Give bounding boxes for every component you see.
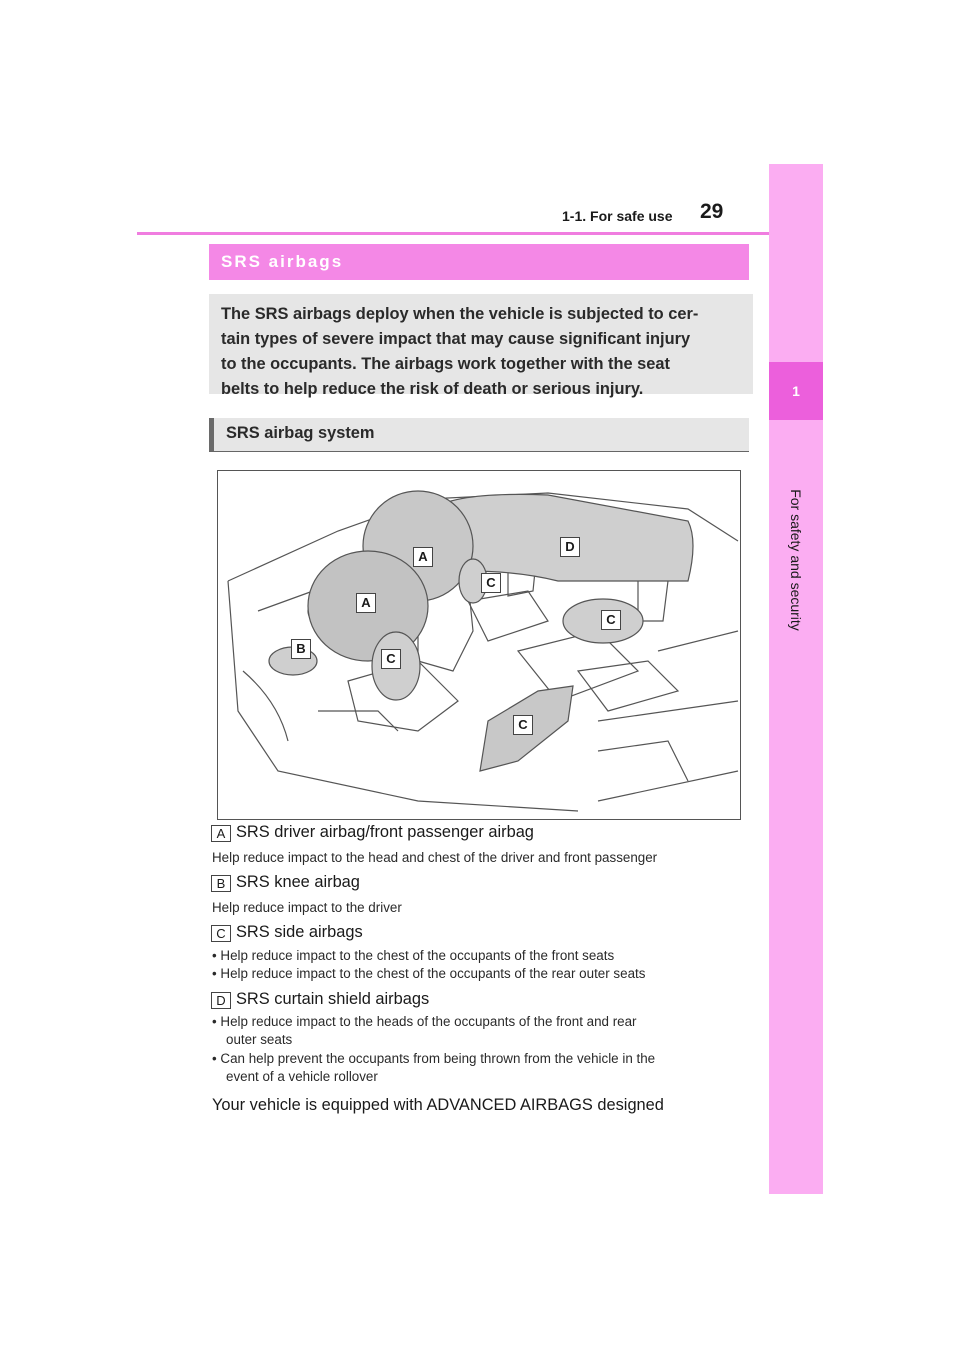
bullet-continuation: event of a vehicle rollover xyxy=(226,1069,378,1084)
item-letter-box: C xyxy=(211,925,231,942)
chapter-title: For safety and security xyxy=(788,489,804,631)
item-letter-box: D xyxy=(211,992,231,1009)
callout-label: B xyxy=(291,639,311,659)
item-title: SRS curtain shield airbags xyxy=(236,990,430,1008)
item-description: Help reduce impact to the driver xyxy=(212,900,402,915)
callout-label: C xyxy=(481,573,501,593)
bullet-item: • Help reduce impact to the chest of the occupants of the front seats xyxy=(212,948,615,963)
bullet-item: • Help reduce impact to the chest of the occupants of the rear outer seats xyxy=(212,966,646,981)
item-letter-box: B xyxy=(211,875,231,892)
intro-line: belts to help reduce the risk of death or serious injury. xyxy=(221,380,644,398)
callout-label: C xyxy=(381,649,401,669)
intro-line: to the occupants. The airbags work together with the seat xyxy=(221,355,670,373)
item-title: SRS knee airbag xyxy=(236,873,360,891)
item-description: Help reduce impact to the head and chest of the driver and front passenger xyxy=(212,850,658,865)
callout-label: C xyxy=(601,610,621,630)
bullet-item: • Can help prevent the occupants from being thrown from the vehicle in the xyxy=(212,1051,656,1066)
section-title: 1-1. For safe use xyxy=(562,208,673,224)
item-letter-box: A xyxy=(211,825,231,842)
sub-heading: SRS airbag system xyxy=(209,418,749,452)
intro-line: tain types of severe impact that may cause significant injury xyxy=(221,330,691,348)
bullet-continuation: outer seats xyxy=(226,1032,293,1047)
chapter-side-tab xyxy=(769,164,823,1194)
sub-heading-divider xyxy=(209,451,749,452)
header-divider xyxy=(137,232,769,235)
intro-box xyxy=(209,294,753,398)
callout-label: A xyxy=(413,547,433,567)
intro-line: The SRS airbags deploy when the vehicle is subjected to cer- xyxy=(221,305,699,323)
item-title: SRS side airbags xyxy=(236,923,363,941)
callout-label: D xyxy=(560,537,580,557)
callout-label: A xyxy=(356,593,376,613)
body-paragraph: Your vehicle is equipped with ADVANCED AIRBAGS designed xyxy=(212,1096,664,1114)
section-heading: SRS airbags xyxy=(209,244,749,280)
bullet-item: • Help reduce impact to the heads of the occupants of the front and rear xyxy=(212,1014,637,1029)
chapter-number-tab: 1 xyxy=(769,362,823,420)
page-number: 29 xyxy=(700,200,724,223)
callout-label: C xyxy=(513,715,533,735)
item-title: SRS driver airbag/front passenger airbag xyxy=(236,823,534,841)
